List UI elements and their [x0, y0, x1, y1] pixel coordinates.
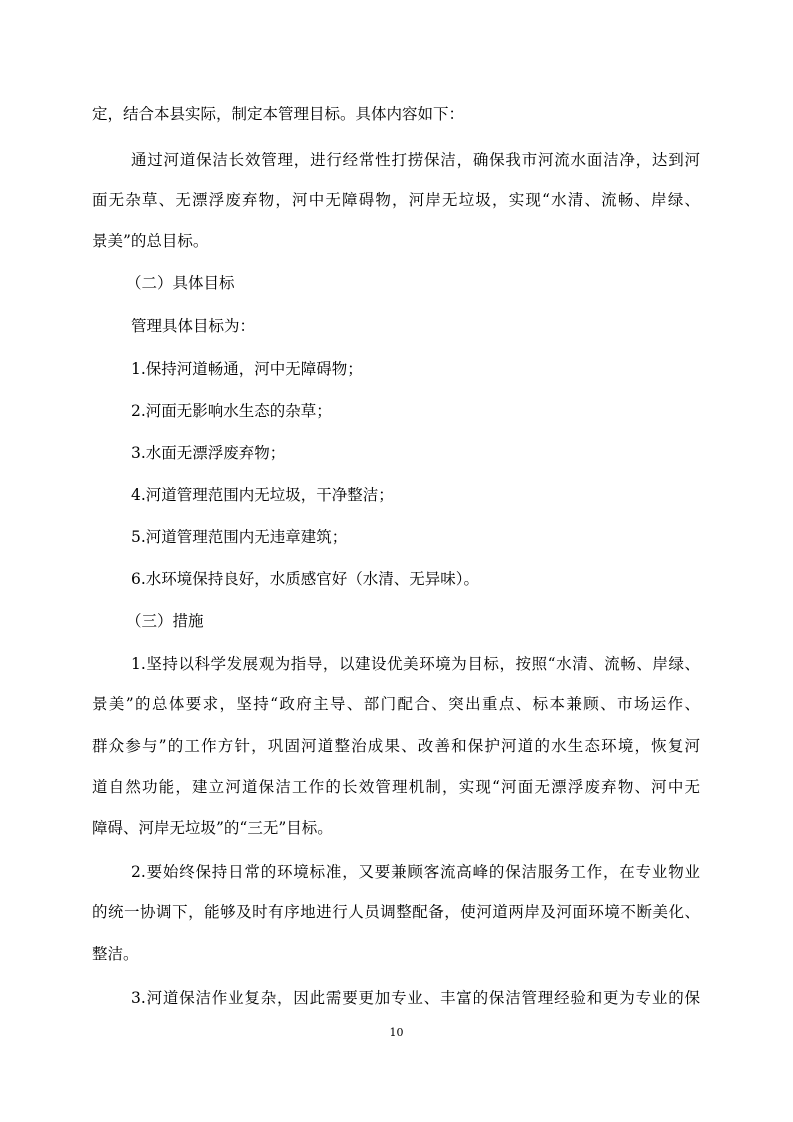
list-item: 3.水面无漂浮废弃物；: [131, 444, 286, 462]
list-item: 5.河道管理范围内无违章建筑；: [131, 528, 348, 546]
paragraph-line: 1.坚持以科学发展观为指导，以建设优美环境为目标，按照“水清、流畅、岸绿、: [131, 655, 700, 673]
paragraph-line: 道自然功能，建立河道保洁工作的长效管理机制，实现“河面无漂浮废弃物、河中无: [92, 778, 700, 796]
list-item: 1.保持河道畅通，河中无障碍物；: [131, 360, 363, 378]
paragraph-line: 定，结合本县实际，制定本管理目标。具体内容如下：: [92, 105, 465, 123]
paragraph-line: 3.河道保洁作业复杂，因此需要更加专业、丰富的保洁管理经验和更为专业的保: [131, 989, 700, 1007]
paragraph-line: 整洁。: [92, 945, 139, 963]
list-item: 2.河面无影响水生态的杂草；: [131, 402, 332, 420]
paragraph-line: 群众参与”的工作方针，巩固河道整治成果、改善和保护河道的水生态环境，恢复河: [92, 737, 700, 755]
paragraph-line: 的统一协调下，能够及时有序地进行人员调整配备，使河道两岸及河面环境不断美化、: [92, 903, 700, 921]
paragraph-line: 管理具体目标为：: [131, 317, 256, 335]
paragraph-line: 障碍、河岸无垃圾”的“三无”目标。: [92, 819, 333, 837]
paragraph-line: 景美”的总体要求，坚持“政府主导、部门配合、突出重点、标本兼顾、市场运作、: [92, 695, 700, 713]
list-item: 4.河道管理范围内无垃圾，干净整洁；: [131, 486, 394, 504]
page-number: 10: [389, 1026, 404, 1039]
paragraph-line: 通过河道保洁长效管理，进行经常性打捞保洁，确保我市河流水面洁净，达到河: [131, 151, 700, 169]
paragraph-line: 2.要始终保持日常的环境标准，又要兼顾客流高峰的保洁服务工作，在专业物业: [131, 863, 700, 881]
paragraph-line: 景美”的总目标。: [92, 232, 209, 250]
section-heading: （三）措施: [126, 612, 204, 630]
section-heading: （二）具体目标: [126, 274, 235, 292]
paragraph-line: 面无杂草、无漂浮废弃物，河中无障碍物，河岸无垃圾，实现“水清、流畅、岸绿、: [92, 191, 700, 209]
list-item: 6.水环境保持良好，水质感官好（水清、无异味）。: [131, 570, 480, 588]
